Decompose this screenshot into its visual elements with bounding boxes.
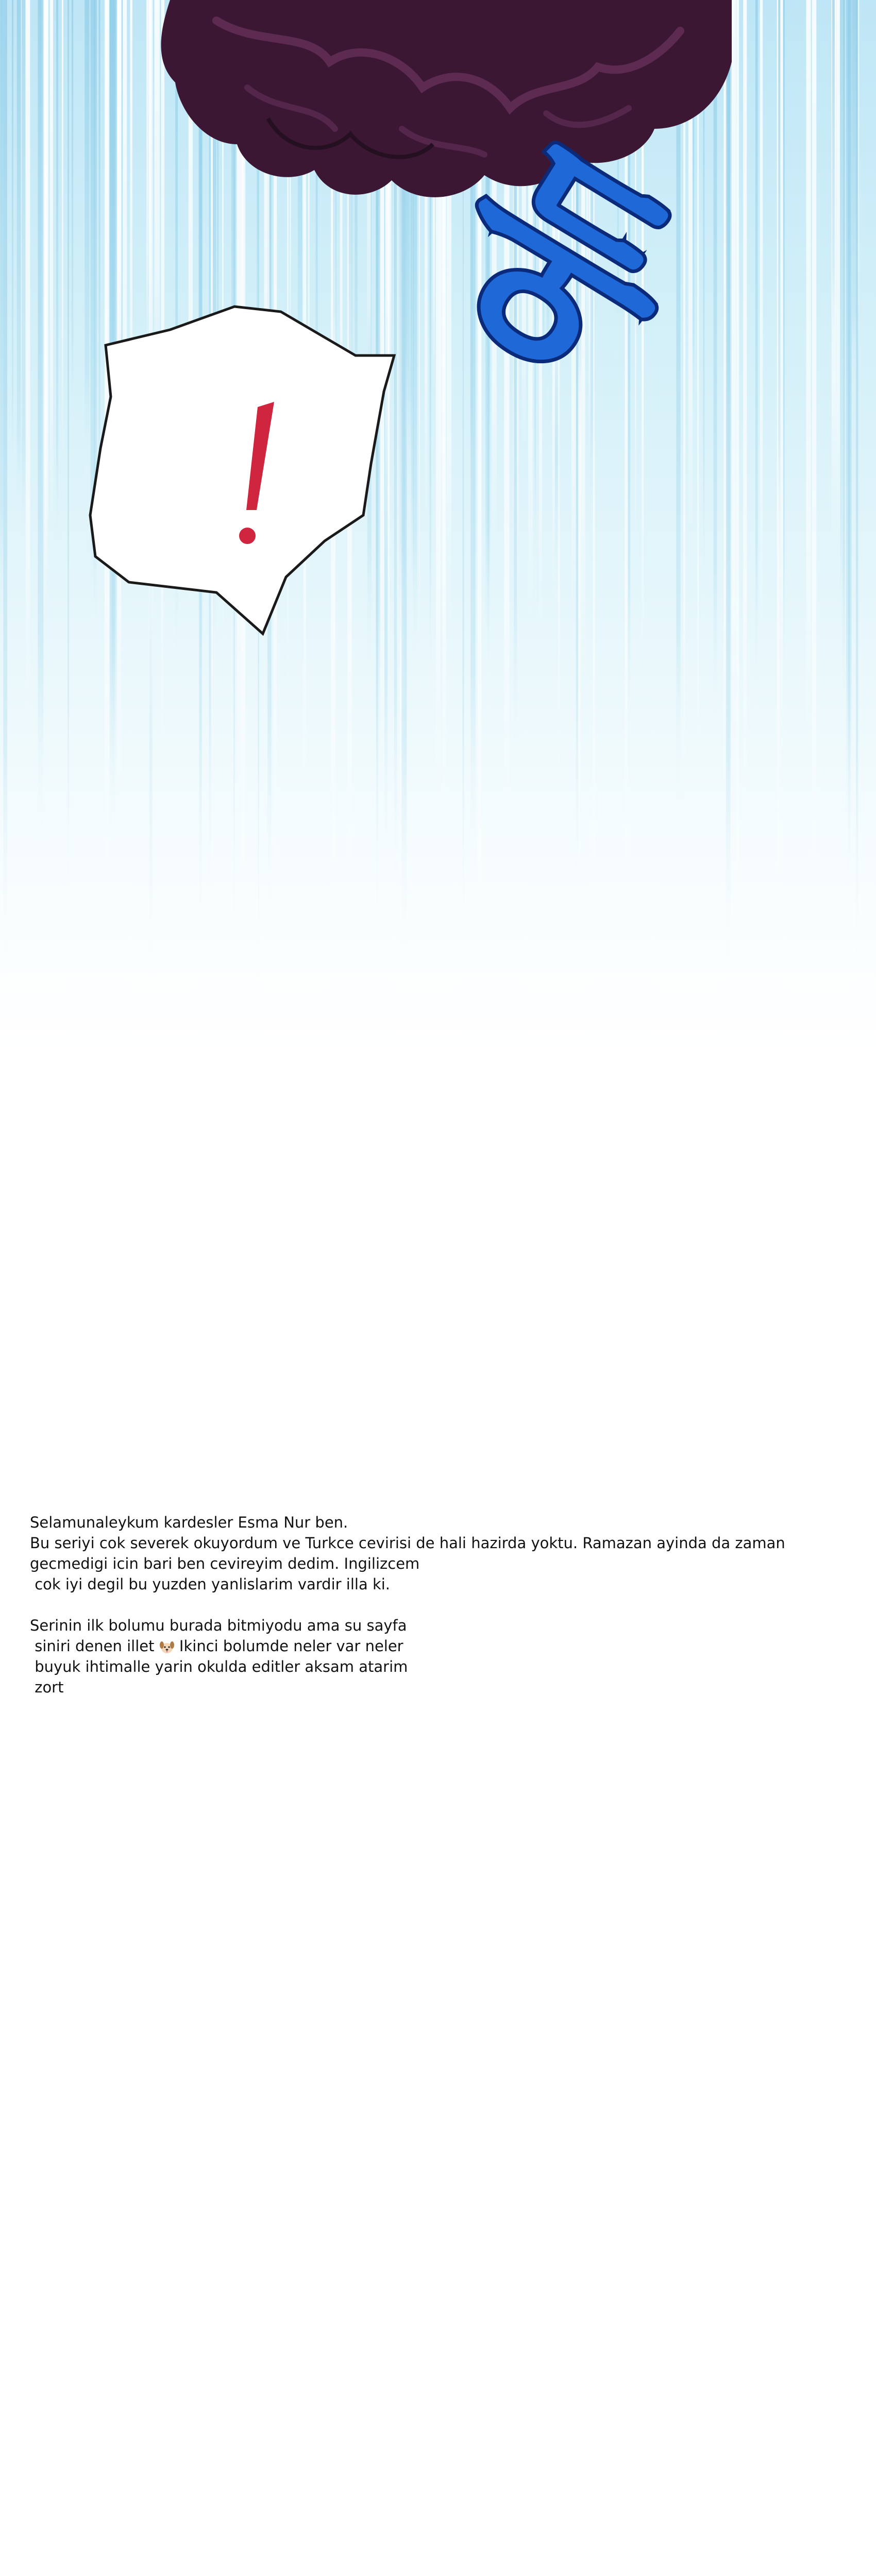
note-line: buyuk ihtimalle yarin okulda editler aksam atarim <box>30 1658 408 1675</box>
note-fragment: siniri denen illet <box>30 1637 159 1655</box>
comic-panel <box>0 0 876 1056</box>
note-line: Bu seriyi cok severek okuyordum ve Turkce cevirisi de hali hazirda yoktu. Ramazan ayinda da zaman <box>30 1534 785 1552</box>
translator-note <box>30 1512 860 1698</box>
svg-text:둥: 둥 <box>407 101 718 426</box>
note-fragment: Ikinci bolumde neler var neler <box>174 1637 403 1655</box>
scene-art <box>0 0 876 1056</box>
note-line <box>30 1636 860 1656</box>
svg-text:!: ! <box>0 0 1 1</box>
note-line: cok iyi degil bu yuzden yanlislarim vardir illa ki. <box>30 1575 391 1593</box>
dog-face-icon <box>159 1640 175 1654</box>
note-line: Serinin ilk bolumu burada bitmiyodu ama su sayfa <box>30 1617 407 1634</box>
note-line: gecmedigi icin bari ben cevireyim dedim. Ingilizcem <box>30 1555 420 1572</box>
note-line: zort <box>30 1679 64 1696</box>
note-line: Selamunaleykum kardesler Esma Nur ben. <box>30 1514 348 1531</box>
